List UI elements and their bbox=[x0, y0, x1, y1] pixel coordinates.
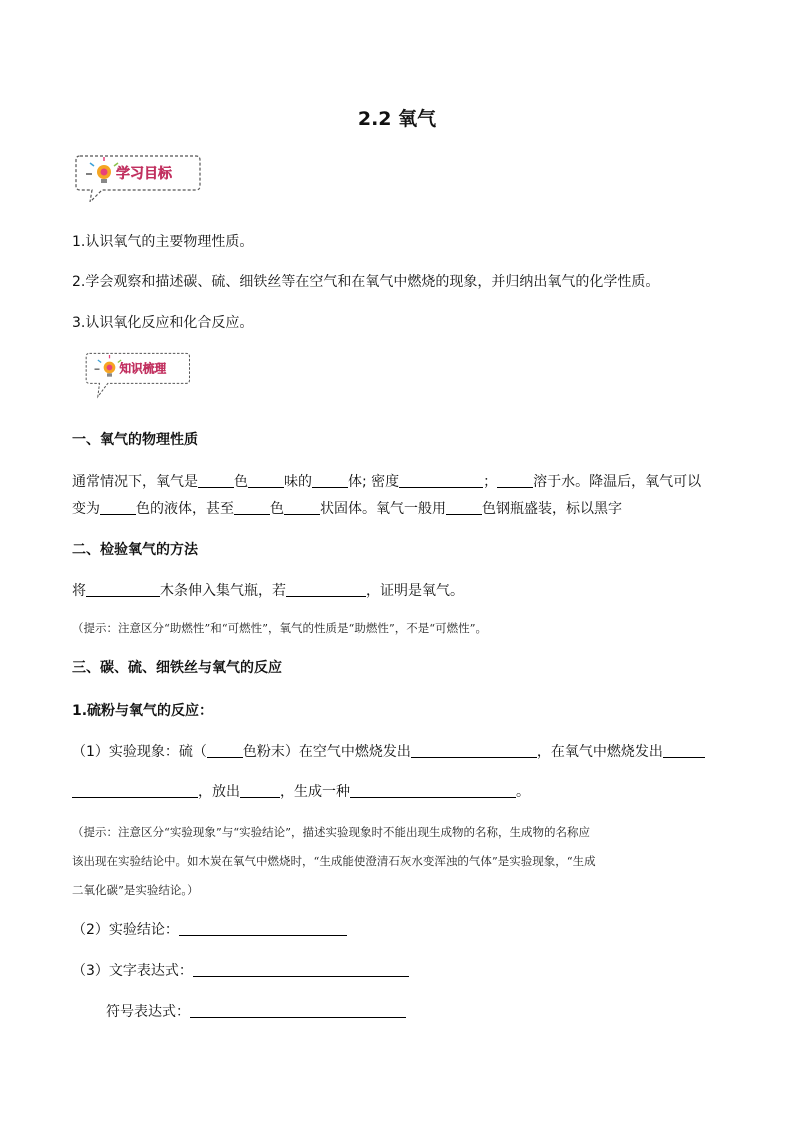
page-title: 2.2 氧气 bbox=[357, 108, 437, 130]
fill-blank[interactable] bbox=[100, 500, 136, 515]
knowledge-review-badge bbox=[72, 350, 202, 400]
fill-blank[interactable] bbox=[190, 1003, 406, 1018]
section-heading: 二、检验氧气的方法 bbox=[72, 542, 198, 558]
hint-text: （提示：注意区分“助燃性”和“可燃性”，氧气的性质是“助燃性”，不是“可燃性”。 bbox=[72, 621, 488, 635]
paragraph-line bbox=[106, 1002, 406, 1022]
goal-item: 1.认识氧气的主要物理性质。 bbox=[72, 234, 254, 250]
symbol-equation-label: 符号表达式： bbox=[106, 1004, 190, 1020]
paragraph-line: （1）实验现象：硫（ 色粉末）在空气中燃烧发出 ，在氧气中燃烧发出 bbox=[72, 742, 705, 762]
fill-blank[interactable] bbox=[399, 473, 483, 488]
svg-text:学习目标: 学习目标 bbox=[116, 166, 172, 182]
fill-blank[interactable] bbox=[446, 500, 482, 515]
section-heading: 三、碳、硫、细铁丝与氧气的反应 bbox=[72, 660, 282, 676]
fill-blank[interactable] bbox=[207, 743, 243, 758]
fill-blank[interactable] bbox=[179, 921, 347, 936]
fill-blank[interactable] bbox=[312, 473, 348, 488]
paragraph-line: 通常情况下，氧气是 色 味的 体; 密度 ； 溶于水。降温后，氧气可以 bbox=[72, 474, 702, 490]
fill-blank[interactable] bbox=[234, 500, 270, 515]
hint-text: （提示：注意区分“实验现象”与“实验结论”，描述实验现象时不能出现生成物的名称，生成物的名称应 bbox=[72, 825, 591, 839]
subsection-heading: 1.硫粉与氧气的反应： bbox=[72, 703, 214, 719]
fill-blank[interactable] bbox=[286, 582, 366, 597]
hint-text: 二氧化碳”是实验结论。） bbox=[72, 883, 199, 897]
goal-item: 2.学会观察和描述碳、硫、细铁丝等在空气和在氧气中燃烧的现象，并归纳出氧气的化学性质。 bbox=[72, 274, 660, 290]
paragraph-line bbox=[72, 961, 409, 981]
paragraph-line: 将 木条伸入集气瓶，若 ，证明是氧气。 bbox=[72, 583, 464, 599]
goal-item: 3.认识氧化反应和化合反应。 bbox=[72, 315, 254, 331]
word-equation-label: （3）文字表达式： bbox=[72, 963, 193, 979]
paragraph-line: 变为 色的液体，甚至 色 状固体。氧气一般用 色钢瓶盛装，标以黑字 bbox=[72, 501, 622, 517]
learning-goals-badge bbox=[72, 152, 202, 202]
hint-text: 该出现在实验结论中。如木炭在氧气中燃烧时，“生成能使澄清石灰水变浑浊的气体”是实验现象，“生成 bbox=[72, 854, 596, 868]
fill-blank[interactable] bbox=[350, 783, 516, 798]
fill-blank[interactable] bbox=[284, 500, 320, 515]
fill-blank[interactable] bbox=[663, 743, 705, 758]
fill-blank[interactable] bbox=[198, 473, 234, 488]
fill-blank[interactable] bbox=[497, 473, 533, 488]
fill-blank[interactable] bbox=[72, 783, 198, 798]
fill-blank[interactable] bbox=[248, 473, 284, 488]
svg-text:知识梳理: 知识梳理 bbox=[119, 361, 167, 376]
fill-blank[interactable] bbox=[86, 582, 160, 597]
paragraph-line bbox=[72, 920, 347, 940]
fill-blank[interactable] bbox=[240, 783, 280, 798]
fill-blank[interactable] bbox=[193, 962, 409, 977]
paragraph-line: ，放出 ，生成一种 。 bbox=[72, 782, 530, 802]
conclusion-label: （2）实验结论： bbox=[72, 922, 179, 938]
fill-blank[interactable] bbox=[411, 743, 537, 758]
section-heading: 一、氧气的物理性质 bbox=[72, 432, 198, 448]
